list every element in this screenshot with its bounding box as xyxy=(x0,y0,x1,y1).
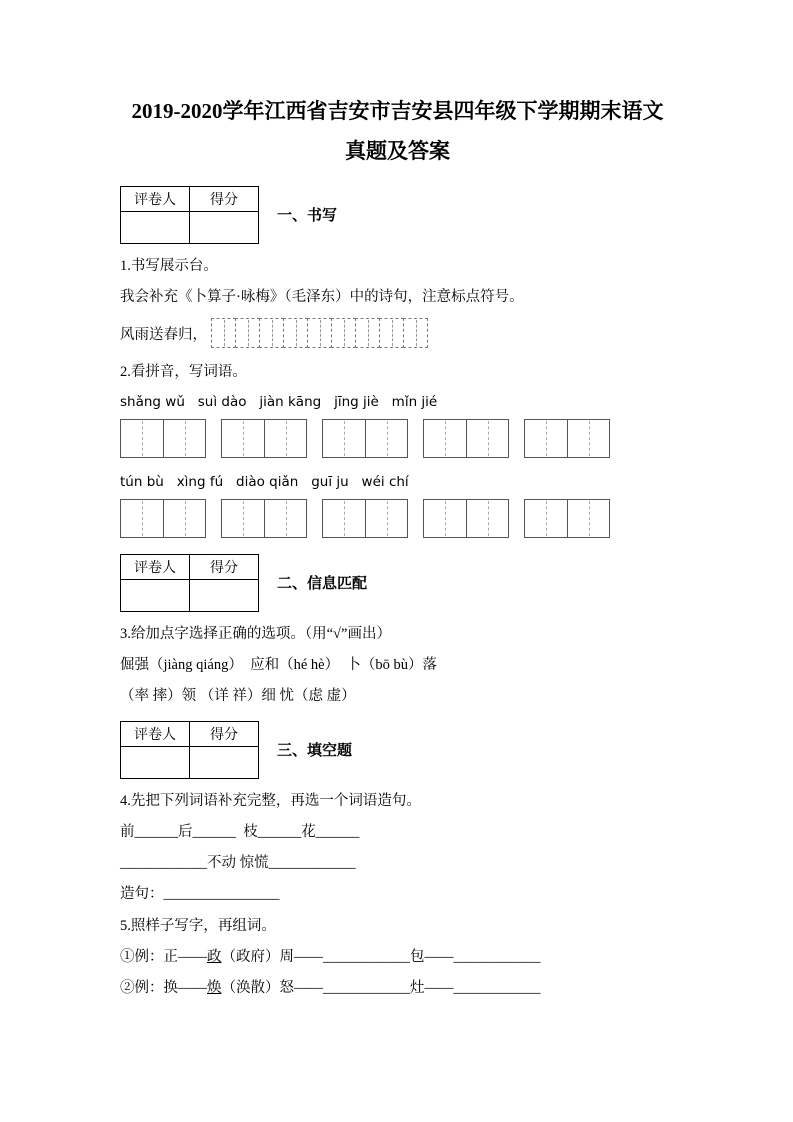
page-title xyxy=(120,92,675,172)
writing-grid-cell xyxy=(259,318,284,348)
q2-word-grid-row-2 xyxy=(120,499,675,538)
section-heading-fill-blanks: 三、填空题 xyxy=(277,743,353,760)
q2-word-grid-row-1 xyxy=(120,419,675,458)
word-grid-cell xyxy=(222,500,264,537)
q5-label: 5.照样子写字，再组词。 xyxy=(120,917,276,934)
word-grid-cell xyxy=(424,420,466,457)
word-grid-group xyxy=(423,419,509,458)
word-grid-group xyxy=(221,499,307,538)
word-grid-cell xyxy=(567,420,609,457)
word-grid-cell xyxy=(264,420,306,457)
q2-pinyin-row-2: tún bù xìng fú diào qiǎn guī ju wéi chí xyxy=(120,473,409,490)
word-grid-group xyxy=(524,419,610,458)
word-grid-group xyxy=(120,499,206,538)
q1-prompt-row xyxy=(120,318,675,348)
q5-item2-suffix: （涣散）怒——____________灶——____________ xyxy=(221,980,541,997)
q4-sentence-line: 造句：________________ xyxy=(120,886,280,903)
word-grid-cell xyxy=(323,420,365,457)
score-table-3 xyxy=(120,721,259,779)
q5-item2-example-char: 焕 xyxy=(207,980,222,997)
word-grid-cell xyxy=(466,420,508,457)
word-grid-group xyxy=(524,499,610,538)
word-grid-group xyxy=(423,499,509,538)
score-table-2 xyxy=(120,554,259,612)
reviewer-value-cell xyxy=(121,746,190,778)
word-grid-cell xyxy=(323,500,365,537)
word-grid-cell xyxy=(163,420,205,457)
reviewer-value-cell xyxy=(121,211,190,243)
writing-grid-cell xyxy=(235,318,260,348)
score-value-cell xyxy=(190,579,259,611)
q2-label: 2.看拼音，写词语。 xyxy=(120,364,247,381)
reviewer-header-cell: 评卷人 xyxy=(121,721,190,746)
q1-instruction: 我会补充《卜算子·咏梅》（毛泽东）中的诗句，注意标点符号。 xyxy=(120,289,524,306)
score-block-1 xyxy=(120,186,675,244)
reviewer-value-cell xyxy=(121,579,190,611)
word-grid-cell xyxy=(466,500,508,537)
writing-grid-cell xyxy=(355,318,380,348)
word-grid-group xyxy=(221,419,307,458)
word-grid-cell xyxy=(365,500,407,537)
q3-options-line-1: 倔强（jiàng qiáng） 应和（hé hè） 卜（bō bù）落 xyxy=(120,656,437,673)
score-value-cell xyxy=(190,211,259,243)
writing-grid-cell xyxy=(379,318,404,348)
word-grid-group xyxy=(322,419,408,458)
title-line2: 真题及答案 xyxy=(345,138,450,163)
writing-grid-cell xyxy=(307,318,332,348)
q5-item-2 xyxy=(120,978,675,998)
score-value-cell xyxy=(190,746,259,778)
word-grid-cell xyxy=(222,420,264,457)
word-grid-cell xyxy=(264,500,306,537)
word-grid-group xyxy=(120,419,206,458)
q2-pinyin-row-1: shǎng wǔ suì dào jiàn kāng jīng jiè mǐn jié xyxy=(120,393,438,410)
score-block-2 xyxy=(120,554,675,612)
q5-item1-prefix: ①例：正—— xyxy=(120,949,207,966)
q3-options-line-2: （率 摔）领 （详 祥）细 忧（虑 虚） xyxy=(120,688,356,705)
writing-grid-cell xyxy=(211,318,236,348)
score-block-3 xyxy=(120,721,675,779)
q3-label: 3.给加点字选择正确的选项。（用“√”画出） xyxy=(120,625,391,642)
word-grid-cell xyxy=(525,500,567,537)
q5-item1-suffix: （政府）周——____________包——____________ xyxy=(221,949,541,966)
q5-item2-prefix: ②例：换—— xyxy=(120,980,207,997)
score-table-1 xyxy=(120,186,259,244)
word-grid-cell xyxy=(567,500,609,537)
q4-blanks-line-2: ____________不动 惊慌____________ xyxy=(120,855,356,872)
word-grid-group xyxy=(322,499,408,538)
writing-grid-cell xyxy=(403,318,428,348)
reviewer-header-cell: 评卷人 xyxy=(121,554,190,579)
writing-grid-cell xyxy=(331,318,356,348)
word-grid-cell xyxy=(163,500,205,537)
score-header-cell: 得分 xyxy=(190,721,259,746)
word-grid-cell xyxy=(525,420,567,457)
section-heading-matching: 二、信息匹配 xyxy=(277,576,368,593)
reviewer-header-cell: 评卷人 xyxy=(121,186,190,211)
q4-label: 4.先把下列词语补充完整，再选一个词语造句。 xyxy=(120,792,421,809)
q1-prompt: 风雨送春归， xyxy=(120,326,207,343)
writing-grid-cell xyxy=(283,318,308,348)
q1-writing-grid xyxy=(211,318,428,348)
title-line1: 2019-2020学年江西省吉安市吉安县四年级下学期期末语文 xyxy=(131,99,664,123)
word-grid-cell xyxy=(121,500,163,537)
word-grid-cell xyxy=(424,500,466,537)
q1-label: 1.书写展示台。 xyxy=(120,257,218,274)
section-heading-writing: 一、书写 xyxy=(277,208,338,225)
q5-item1-example-char: 政 xyxy=(207,949,222,966)
score-header-cell: 得分 xyxy=(190,554,259,579)
word-grid-cell xyxy=(365,420,407,457)
q4-blanks-line-1: 前______后______ 枝______花______ xyxy=(120,823,360,840)
word-grid-cell xyxy=(121,420,163,457)
score-header-cell: 得分 xyxy=(190,186,259,211)
q5-item-1 xyxy=(120,947,675,967)
